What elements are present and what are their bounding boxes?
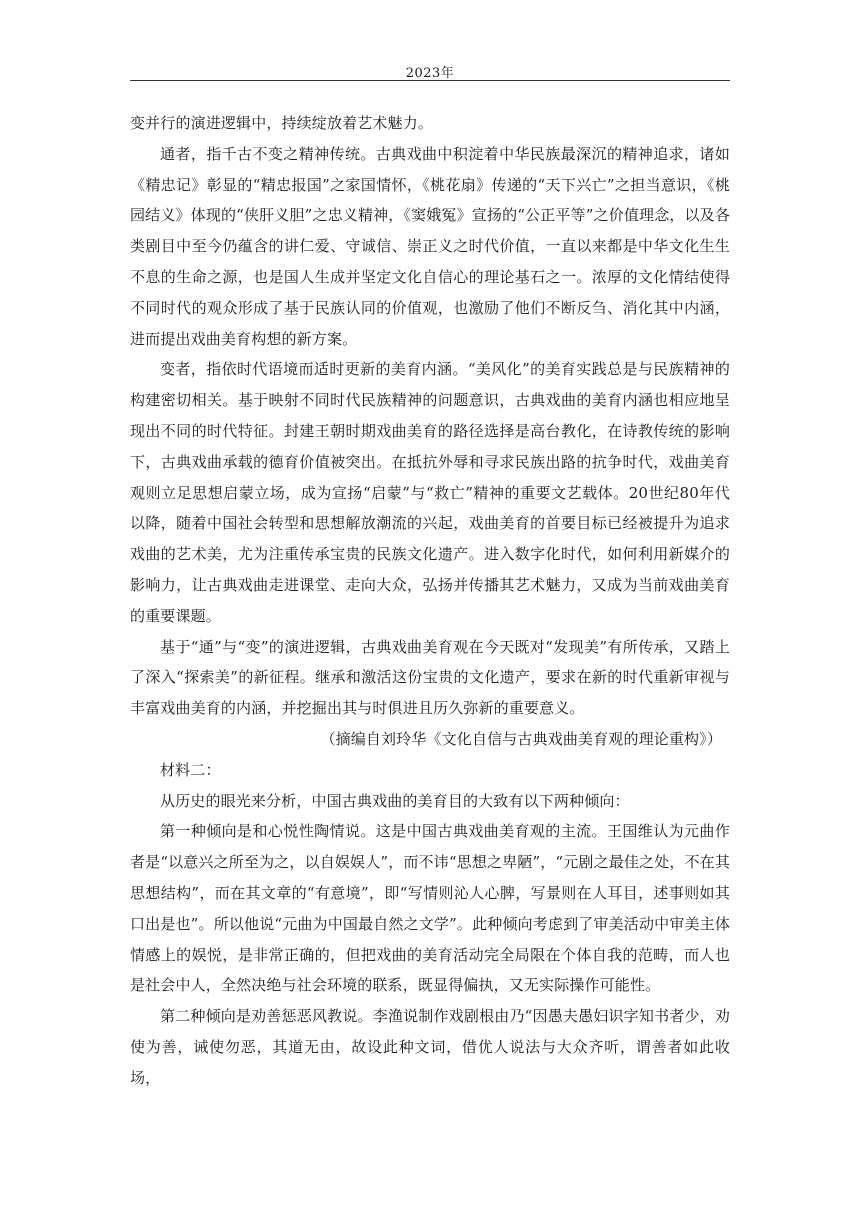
page-header-year: 2023年 bbox=[405, 66, 455, 81]
paragraph-bian: 变者，指依时代语境而适时更新的美育内涵。“美风化”的美育实践总是与民族精神的构建密切相关。基于映射不同时代民族精神的问题意识，古典戏曲的美育内涵也相应地呈现出不同的时代特征。封建王朝时期戏曲美育的路径选择是高台教化，在诗教传统的影响下，古典戏曲承载的德育价值被突出。在抵抗外辱和寻求民族出路的抗争时代，戏曲美育观则立足思想启蒙立场，成为宣扬“启蒙”与“救亡”精神的重要文艺载体。20世纪80年代以降，随着中国社会转型和思想解放潮流的兴起，戏曲美育的首要目标已经被提升为追求戏曲的艺术美，尤为注重传承宝贵的民族文化遗产。进入数字化时代，如何利用新媒介的影响力，让古典戏曲走进课堂、走向大众，弘扬并传播其艺术魅力，又成为当前戏曲美育的重要课题。 bbox=[130, 360, 730, 625]
paragraph-tong-bian-logic: 基于“通”与“变”的演进逻辑，古典戏曲美育观在今天既对“发现美”有所传承，又踏上了深入“探索美”的新征程。继承和激活这份宝贵的文化遗产，要求在新的时代重新审视与丰富戏曲美育的内涵，并挖掘出其与时俱进且历久弥新的重要意义。 bbox=[130, 637, 730, 718]
material-two-label: 材料二： bbox=[160, 760, 221, 779]
paragraph-continuation: 变并行的演进逻辑中，持续绽放着艺术魅力。 bbox=[130, 114, 434, 132]
paragraph-history-analysis: 从历史的眼光来分析，中国古典戏曲的美育目的大致有以下两种倾向： bbox=[160, 791, 630, 810]
source-citation: （摘编自刘玲华《文化自信与古典戏曲美育观的理论重构》） bbox=[320, 729, 722, 748]
paragraph-first-tendency: 第一种倾向是和心悦性陶情说。这是中国古典戏曲美育观的主流。王国维认为元曲作者是“以意兴之所至为之，以自娱娱人”，而不讳“思想之卑陋”，“元剧之最佳之处，不在其思想结构”，而在其文章的“有意境”，即“写情则沁人心脾，写景则在人耳目，述事则如其口出是也”。所以他说“元曲为中国最自然之文学”。此种倾向考虑到了审美活动中审美主体情感上的娱悦，是非常正确的，但把戏曲的美育活动完全局限在个体自我的范畴，而人也是社会中人，全然决绝与社会环境的联系，既显得偏执，又无实际操作可能性。 bbox=[130, 822, 730, 995]
paragraph-second-tendency: 第二种倾向是劝善惩恶风教说。李渔说制作戏剧根由乃“因愚夫愚妇识字知书者少，劝使为善，诫使勿恶，其道无由，故设此种文词，借优人说法与大众齐听，谓善者如此收场， bbox=[130, 1007, 730, 1087]
paragraph-tong: 通者，指千古不变之精神传统。古典戏曲中积淀着中华民族最深沉的精神追求，诸如《精忠记》彰显的“精忠报国”之家国情怀，《桃花扇》传递的“天下兴亡”之担当意识，《桃园结义》体现的“侠肝义胆”之忠义精神，《窦娥冤》宣扬的“公正平等”之价值理念，以及各类剧目中至今仍蕴含的讲仁爱、守诚信、崇正义之时代价值，一直以来都是中华文化生生不息的生命之源，也是国人生成并坚定文化自信心的理论基石之一。浓厚的文化情结使得不同时代的观众形成了基于民族认同的价值观，也激励了他们不断反刍、消化其中内涵，进而提出戏曲美育构想的新方案。 bbox=[130, 144, 730, 348]
header-divider bbox=[130, 80, 730, 81]
article-body bbox=[130, 108, 730, 1094]
